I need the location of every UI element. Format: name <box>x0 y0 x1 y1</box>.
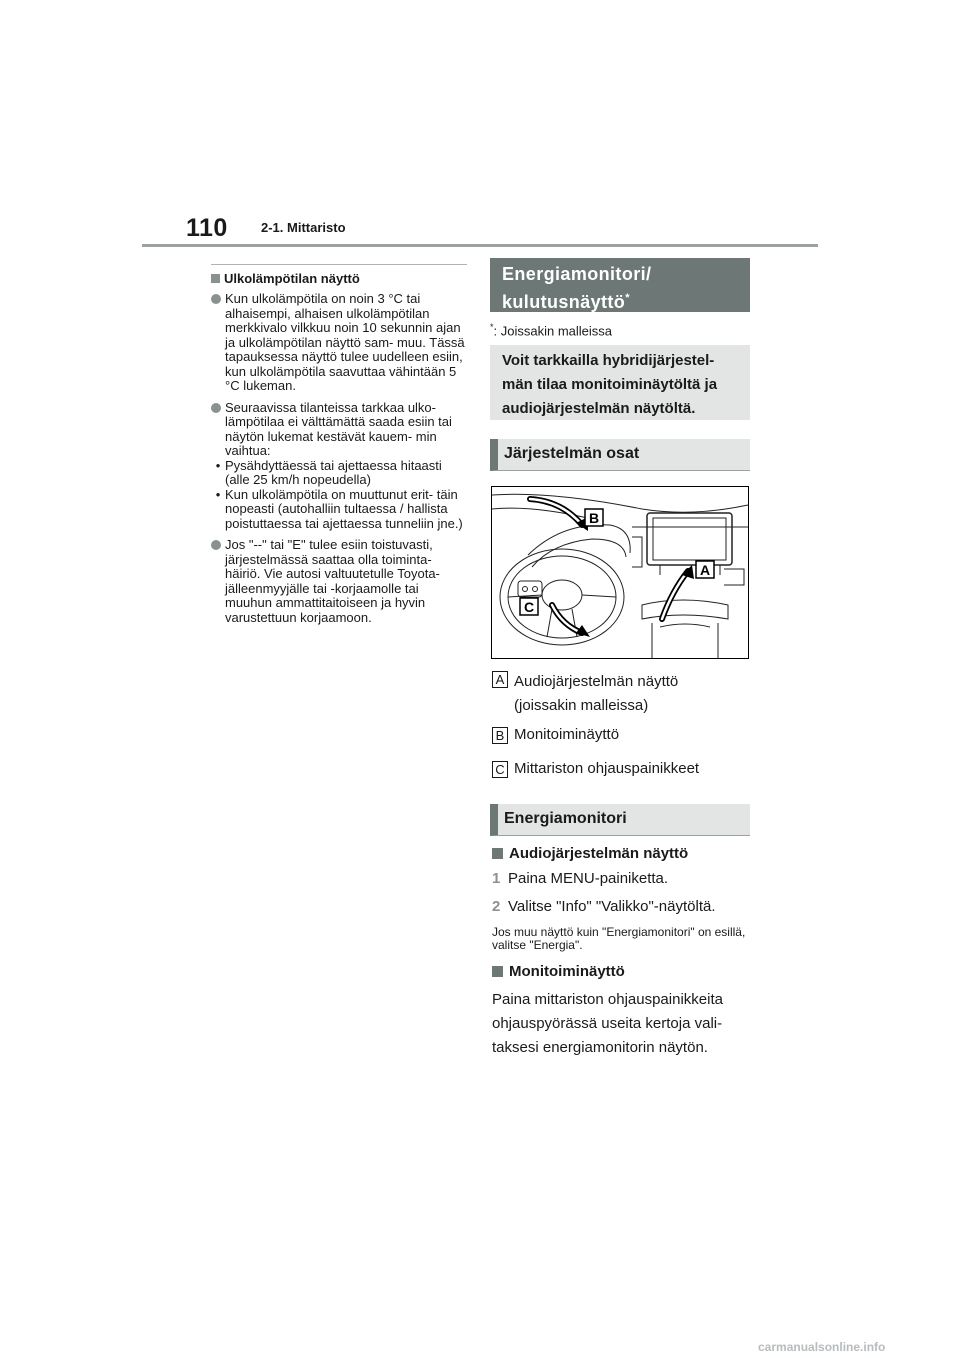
dashboard-illustration <box>492 487 748 658</box>
legend-key: A <box>492 671 508 688</box>
dashboard-figure <box>491 486 749 659</box>
list-marker: • <box>215 457 221 473</box>
intro-box: Voit tarkkailla hybridijärjestel- män tilaa monitoiminäytöltä ja audiojärjestelmän näytöltä. <box>490 345 750 420</box>
legend-key: C <box>492 761 508 778</box>
outside-temp-heading <box>211 271 467 286</box>
paragraph-low-temp <box>211 292 467 394</box>
legend-item-a <box>492 670 742 718</box>
multi-display-heading-text: Monitoiminäyttö <box>509 963 625 980</box>
legend-text: Mittariston ohjauspainikkeet <box>514 760 700 777</box>
list-item <box>211 488 467 532</box>
paragraph-text: Kun ulkolämpötila on noin 3 °C tai alhaisempi, alhaisen ulkolämpötilan merkkivalo vilkkuu noin 10 sekunnin ajan ja ulkolämpötilan näyttö sam- muu. Tässä tapauksessa näyttö tulee uudelleen esiin, kun ulkolämpötila saavuttaa vähintään 5 °C lukeman. <box>225 291 465 393</box>
legend-text: Monitoiminäyttö <box>514 726 620 743</box>
step-2 <box>492 898 716 915</box>
paragraph-conditions <box>211 401 467 532</box>
step-text: Paina MENU-painiketta. <box>508 870 669 887</box>
step-text: Valitse "Info" "Valikko"-näytöltä. <box>508 898 716 915</box>
banner-line-2: kulutusnäyttö <box>502 292 626 312</box>
legend-text-2: (joissakin malleissa) <box>514 697 649 714</box>
header-divider <box>142 244 818 247</box>
footnote-marker: * <box>490 322 494 332</box>
page-number: 110 <box>186 214 228 242</box>
list-item <box>211 459 467 488</box>
round-bullet-icon <box>211 403 221 413</box>
outside-temp-heading-text: Ulkolämpötilan näyttö <box>224 271 360 286</box>
step-number: 2 <box>492 898 501 915</box>
step-number: 1 <box>492 870 501 887</box>
legend-text: Audiojärjestelmän näyttö <box>514 673 679 690</box>
list-item-text: Pysähdyttäessä tai ajettaessa hitaasti (alle 25 km/h nopeudella) <box>225 457 442 487</box>
watermark: carmanualsonline.info <box>758 1340 886 1354</box>
figure-label-c: C <box>523 599 535 615</box>
paragraph-text: Jos "--" tai "E" tulee esiin toistuvasti, järjestelmässä saattaa olla toiminta- häiriö. Vie autosi valtuutetulle Toyota- jälleenmyyjälle tai -korjaamolle tai muuhun ammattitaitoiseen ja hyvin varustettuun korjaamoon. <box>225 537 440 625</box>
legend-item-c <box>492 760 699 778</box>
list-marker: • <box>215 486 221 502</box>
square-bullet-icon <box>492 848 503 859</box>
step-1 <box>492 870 668 887</box>
audio-display-heading <box>492 845 688 862</box>
legend-key: B <box>492 727 508 744</box>
multi-display-text: Paina mittariston ohjauspainikkeita ohjauspyörässä useita kertoja vali- taksesi energiamonitorin näytön. <box>492 991 723 1056</box>
banner-line-1: Energiamonitori/ <box>502 264 652 284</box>
chapter-banner <box>490 258 750 312</box>
multi-display-heading <box>492 963 625 980</box>
footnote <box>490 322 612 338</box>
round-bullet-icon <box>211 294 221 304</box>
footnote-text: : Joissakin malleissa <box>493 323 613 339</box>
paragraph-text: Seuraavissa tilanteissa tarkkaa ulko- lämpötilaa ei välttämättä saada esiin tai näytön lukemat kestävät kauem- min vaihtua: <box>225 399 452 458</box>
legend-item-b <box>492 726 619 744</box>
square-bullet-icon <box>211 274 220 283</box>
audio-note: Jos muu näyttö kuin "Energiamonitori" on esillä, valitse "Energia". <box>492 925 746 952</box>
left-column <box>211 264 467 632</box>
figure-label-a: A <box>699 562 711 578</box>
figure-label-b: B <box>588 510 600 526</box>
banner-footnote-marker: * <box>625 292 630 304</box>
section-title: 2-1. Mittaristo <box>261 220 346 235</box>
section-heading-parts: Järjestelmän osat <box>490 439 750 471</box>
list-item-text: Kun ulkolämpötila on muuttunut erit- täin nopeasti (autohalliin tultaessa / hallista poistuttaessa tai ajettaessa tunneliin jne.) <box>225 486 463 531</box>
section-heading-energy: Energiamonitori <box>490 804 750 836</box>
audio-display-heading-text: Audiojärjestelmän näyttö <box>509 845 689 862</box>
round-bullet-icon <box>211 540 221 550</box>
column-divider <box>211 264 467 265</box>
square-bullet-icon <box>492 966 503 977</box>
paragraph-malfunction <box>211 538 467 625</box>
